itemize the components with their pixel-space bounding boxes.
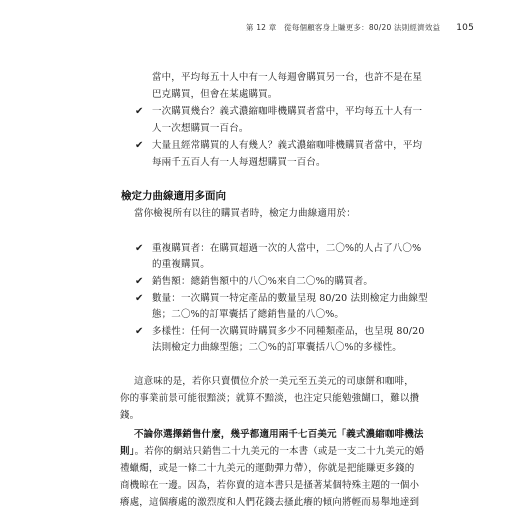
bullet-bottom-4-line-1: 多樣性：任何一次購買時購買多少不同種類產品，也呈現 80/20 [152,326,425,337]
paragraph-2-bold-prefix: 則」 [120,446,135,457]
intro-line-2: 巴克購買，但會在某處購買。 [152,89,278,100]
bullet-top-2-line-1: 大量且經常購買的人有幾人？義式濃縮咖啡機購買者當中，平均 [152,140,423,151]
paragraph-2-line-4: 商機晾在一邊。因為，若你賣的這本書只是搔著某個特殊主題的一個小 [120,480,420,491]
paragraph-2-line-3: 禮蠟燭，或是一條二十九美元的運動彈力帶），你就是把能賺更多錢的 [120,463,415,474]
page-number: 105 [456,23,474,33]
chapter-title: 第 12 章 從每個顧客身上賺更多：80/20 法則經濟效益 [245,23,441,32]
check-icon: ✔ [135,293,144,304]
paragraph-1-line-1: 這意味的是，若你只賣價位介於一美元至五美元的司康餅和咖啡， [134,376,414,387]
paragraph-2-line-5: 癢處，這個癢處的激烈度和人們花錢去搔此癢的傾向將輕而易舉地達到 [120,497,420,508]
paragraph-2-bold-line: 不論你選擇銷售什麼，幾乎都適用兩千七百美元「義式濃縮咖啡機法 [134,429,424,440]
running-header [246,22,474,33]
check-icon: ✔ [135,276,144,287]
bullet-top-1-line-2: 人一次想購買一百台。 [152,123,249,134]
check-icon: ✔ [135,140,144,151]
bullet-bottom-1-line-1: 重複購買者：在購買超過一次的人當中，二〇%的人占了八〇% [152,243,422,254]
section-intro: 當你檢視所有以往的購買者時，檢定力曲線適用於： [134,208,356,219]
paragraph-1-line-3: 錢。 [120,410,140,421]
bullet-bottom-3-line-1: 數量：一次購買一特定產品的數量呈現 80/20 法則檢定力曲線型 [152,293,428,304]
bullet-bottom-3-line-2: 態；二〇%的訂單囊括了總銷售量的八〇%。 [152,309,345,320]
paragraph-2-line-2 [120,446,424,458]
bullet-top-2-line-2: 每兩千五百人有一人每週想購買一百台。 [152,157,326,168]
bullet-bottom-1-line-2: 的重複購買。 [152,259,210,270]
bullet-bottom-4-line-2: 法則檢定力曲線型態；二〇%的訂單囊括八〇%的多樣性。 [152,342,402,353]
paragraph-2-rest: 。若你的網站只銷售二十九美元的一本書（或是一支二十九美元的婚 [134,446,425,457]
check-icon: ✔ [135,243,144,254]
intro-line-1: 當中，平均每五十人中有一人每週會購買另一台，也許不是在星 [152,72,423,83]
bullet-top-1-line-1: 一次購買幾台？義式濃縮咖啡機購買者當中，平均每五十人有一 [152,106,423,117]
section-heading: 檢定力曲線適用多面向 [121,190,226,202]
check-icon: ✔ [135,326,144,337]
bullet-bottom-2-line-1: 銷售額：總銷售額中的八〇%來自二〇%的購買者。 [152,276,374,287]
paragraph-1-line-2: 你的事業前景可能很黯淡；就算不黯淡，也注定只能勉強餬口，難以攢 [120,393,420,404]
check-icon: ✔ [135,106,144,117]
